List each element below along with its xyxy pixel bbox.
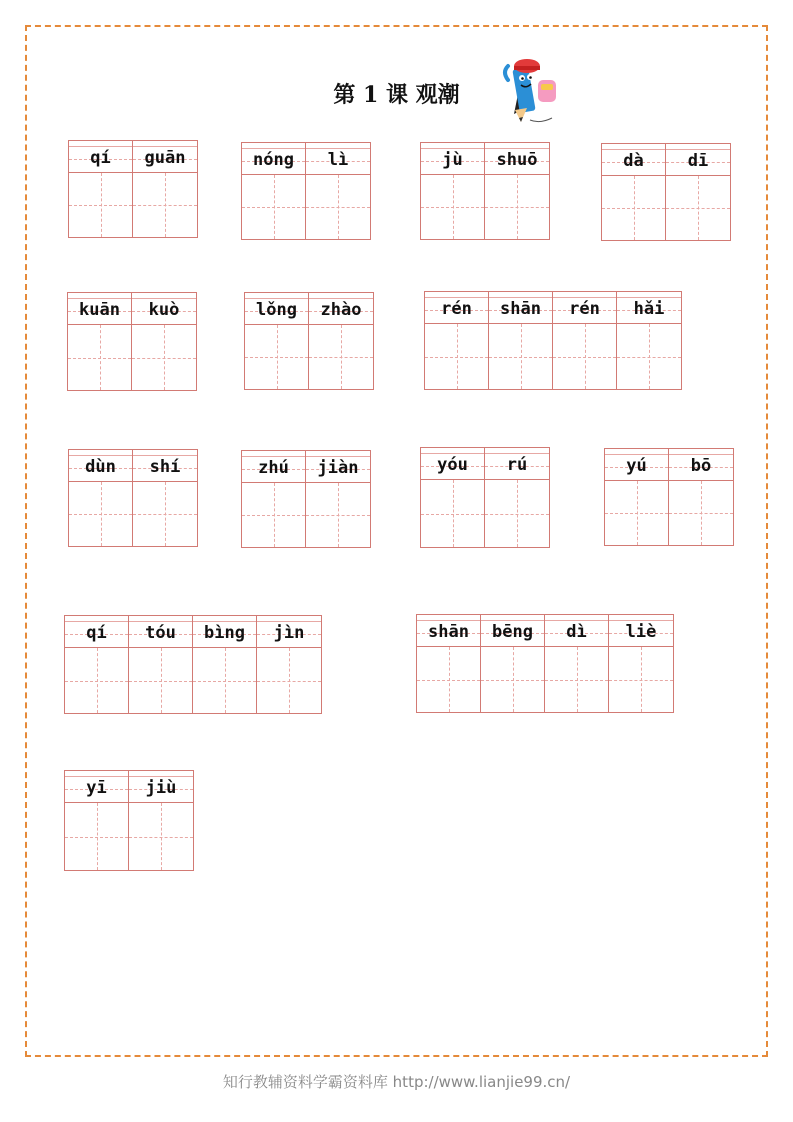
tianzige-box[interactable] [617,324,681,389]
character-cell [485,448,549,547]
tianzige-box[interactable] [129,803,193,870]
character-cell [133,450,197,546]
tianzige-box[interactable] [68,325,131,390]
pinyin-block [420,142,550,240]
pinyin-lines [602,144,665,176]
character-cell [306,143,370,239]
pinyin-block [244,292,374,390]
tianzige-box[interactable] [481,647,544,712]
pinyin-lines [133,450,197,482]
tianzige-box[interactable] [133,482,197,546]
character-cell [242,143,306,239]
pinyin-text: kuò [148,300,180,320]
pinyin-lines [133,141,197,173]
character-cell [69,141,133,237]
pinyin-lines [666,144,730,176]
character-cell [417,615,481,712]
pinyin-text: rú [506,455,528,475]
lesson-title: 第 1 课 观潮 [333,82,460,108]
tianzige-box[interactable] [65,648,128,713]
character-cell [133,141,197,237]
pinyin-text: bēng [492,622,533,642]
character-cell [425,292,489,389]
pinyin-lines [553,292,616,324]
character-cell [489,292,553,389]
pinyin-text: jìn [273,623,305,643]
character-cell [242,451,306,547]
tianzige-box[interactable] [129,648,192,713]
character-cell [669,449,733,545]
tianzige-box[interactable] [69,173,132,237]
tianzige-box[interactable] [489,324,552,389]
pinyin-text: hǎi [633,299,665,319]
pinyin-lines [242,451,305,483]
pinyin-text: liè [625,622,657,642]
pinyin-block [420,447,550,548]
pinyin-lines [245,293,308,325]
pinyin-lines [69,141,132,173]
pinyin-lines [193,616,256,648]
character-cell [129,771,193,870]
pinyin-text: yú [626,456,647,476]
pinyin-block [64,615,322,714]
tianzige-box[interactable] [545,647,608,712]
pinyin-text: qí [86,623,107,643]
pinyin-block [601,143,731,241]
tianzige-box[interactable] [417,647,480,712]
pinyin-block [416,614,674,713]
pinyin-block [64,770,194,871]
tianzige-box[interactable] [605,481,668,545]
tianzige-box[interactable] [193,648,256,713]
character-cell [605,449,669,545]
pinyin-lines [669,449,733,481]
tianzige-box[interactable] [306,483,370,547]
pinyin-lines [65,616,128,648]
tianzige-box[interactable] [133,173,197,237]
pinyin-text: dī [687,151,709,171]
character-cell [193,616,257,713]
pinyin-text: nóng [253,150,294,170]
pinyin-lines [421,448,484,480]
pinyin-lines [617,292,681,324]
pinyin-lines [129,771,193,803]
pinyin-lines [485,448,549,480]
tianzige-box[interactable] [425,324,488,389]
pinyin-block [67,292,197,391]
pinyin-text: jiù [145,778,177,798]
pinyin-lines [306,143,370,175]
pinyin-text: rén [441,299,472,319]
pinyin-block [241,450,371,548]
pinyin-text: yī [86,778,107,798]
tianzige-box[interactable] [242,175,305,239]
pinyin-text: dì [566,622,587,642]
pinyin-text: qí [90,148,111,168]
tianzige-box[interactable] [257,648,321,713]
pinyin-lines [306,451,370,483]
pinyin-text: bìng [204,623,245,643]
pinyin-text: shuō [496,150,538,170]
tianzige-box[interactable] [485,175,549,239]
tianzige-box[interactable] [65,803,128,870]
character-cell [129,616,193,713]
pinyin-text: kuān [79,300,120,320]
tianzige-box[interactable] [306,175,370,239]
pinyin-text: dà [623,151,644,171]
pinyin-text: rén [569,299,600,319]
pinyin-lines [69,450,132,482]
pinyin-text: shān [428,622,469,642]
character-cell [306,451,370,547]
character-cell [65,771,129,870]
pinyin-text: shí [149,457,181,477]
pinyin-lines [609,615,673,647]
pinyin-block [68,449,198,547]
character-cell [421,143,485,239]
pinyin-lines [132,293,196,325]
pinyin-lines [309,293,373,325]
tianzige-box[interactable] [669,481,733,545]
pinyin-lines [605,449,668,481]
character-cell [485,143,549,239]
character-cell [602,144,666,240]
pinyin-lines [417,615,480,647]
pinyin-lines [129,616,192,648]
tianzige-box[interactable] [553,324,616,389]
pinyin-text: zhào [320,300,362,320]
character-cell [68,293,132,390]
character-cell [132,293,196,390]
pinyin-text: guān [144,148,186,168]
character-cell [666,144,730,240]
pinyin-text: jù [442,150,463,170]
tianzige-box[interactable] [485,480,549,547]
character-cell [481,615,545,712]
character-cell [69,450,133,546]
tianzige-box[interactable] [421,175,484,239]
tianzige-box[interactable] [132,325,196,390]
pinyin-lines [485,143,549,175]
pinyin-text: jiàn [317,458,359,478]
character-cell [617,292,681,389]
pinyin-lines [425,292,488,324]
pinyin-text: tóu [145,623,176,643]
tianzige-box[interactable] [309,325,373,389]
pinyin-lines [481,615,544,647]
tianzige-box[interactable] [421,480,484,547]
pinyin-block [241,142,371,240]
pinyin-block [604,448,734,546]
pinyin-lines [68,293,131,325]
pinyin-text: zhú [258,458,289,478]
pinyin-text: shān [500,299,541,319]
pinyin-text: bō [690,456,712,476]
tianzige-box[interactable] [69,482,132,546]
character-cell [245,293,309,389]
tianzige-box[interactable] [245,325,308,389]
pinyin-lines [421,143,484,175]
character-cell [545,615,609,712]
pinyin-lines [489,292,552,324]
tianzige-box[interactable] [609,647,673,712]
character-cell [553,292,617,389]
pinyin-block [68,140,198,238]
pinyin-lines [242,143,305,175]
character-cell [609,615,673,712]
pinyin-lines [257,616,321,648]
pencil-mascot-icon [500,54,568,126]
pinyin-text: lǒng [256,300,297,320]
character-cell [421,448,485,547]
tianzige-box[interactable] [666,176,730,240]
pinyin-text: dùn [85,457,116,477]
character-cell [257,616,321,713]
tianzige-box[interactable] [602,176,665,240]
pinyin-text: lì [327,150,349,170]
character-cell [65,616,129,713]
pinyin-text: yóu [437,455,468,475]
pinyin-lines [545,615,608,647]
tianzige-box[interactable] [242,483,305,547]
pinyin-block [424,291,682,390]
character-cell [309,293,373,389]
pinyin-lines [65,771,128,803]
footer-text: 知行教辅资料学霸资料库 http://www.lianjie99.cn/ [222,1073,571,1091]
